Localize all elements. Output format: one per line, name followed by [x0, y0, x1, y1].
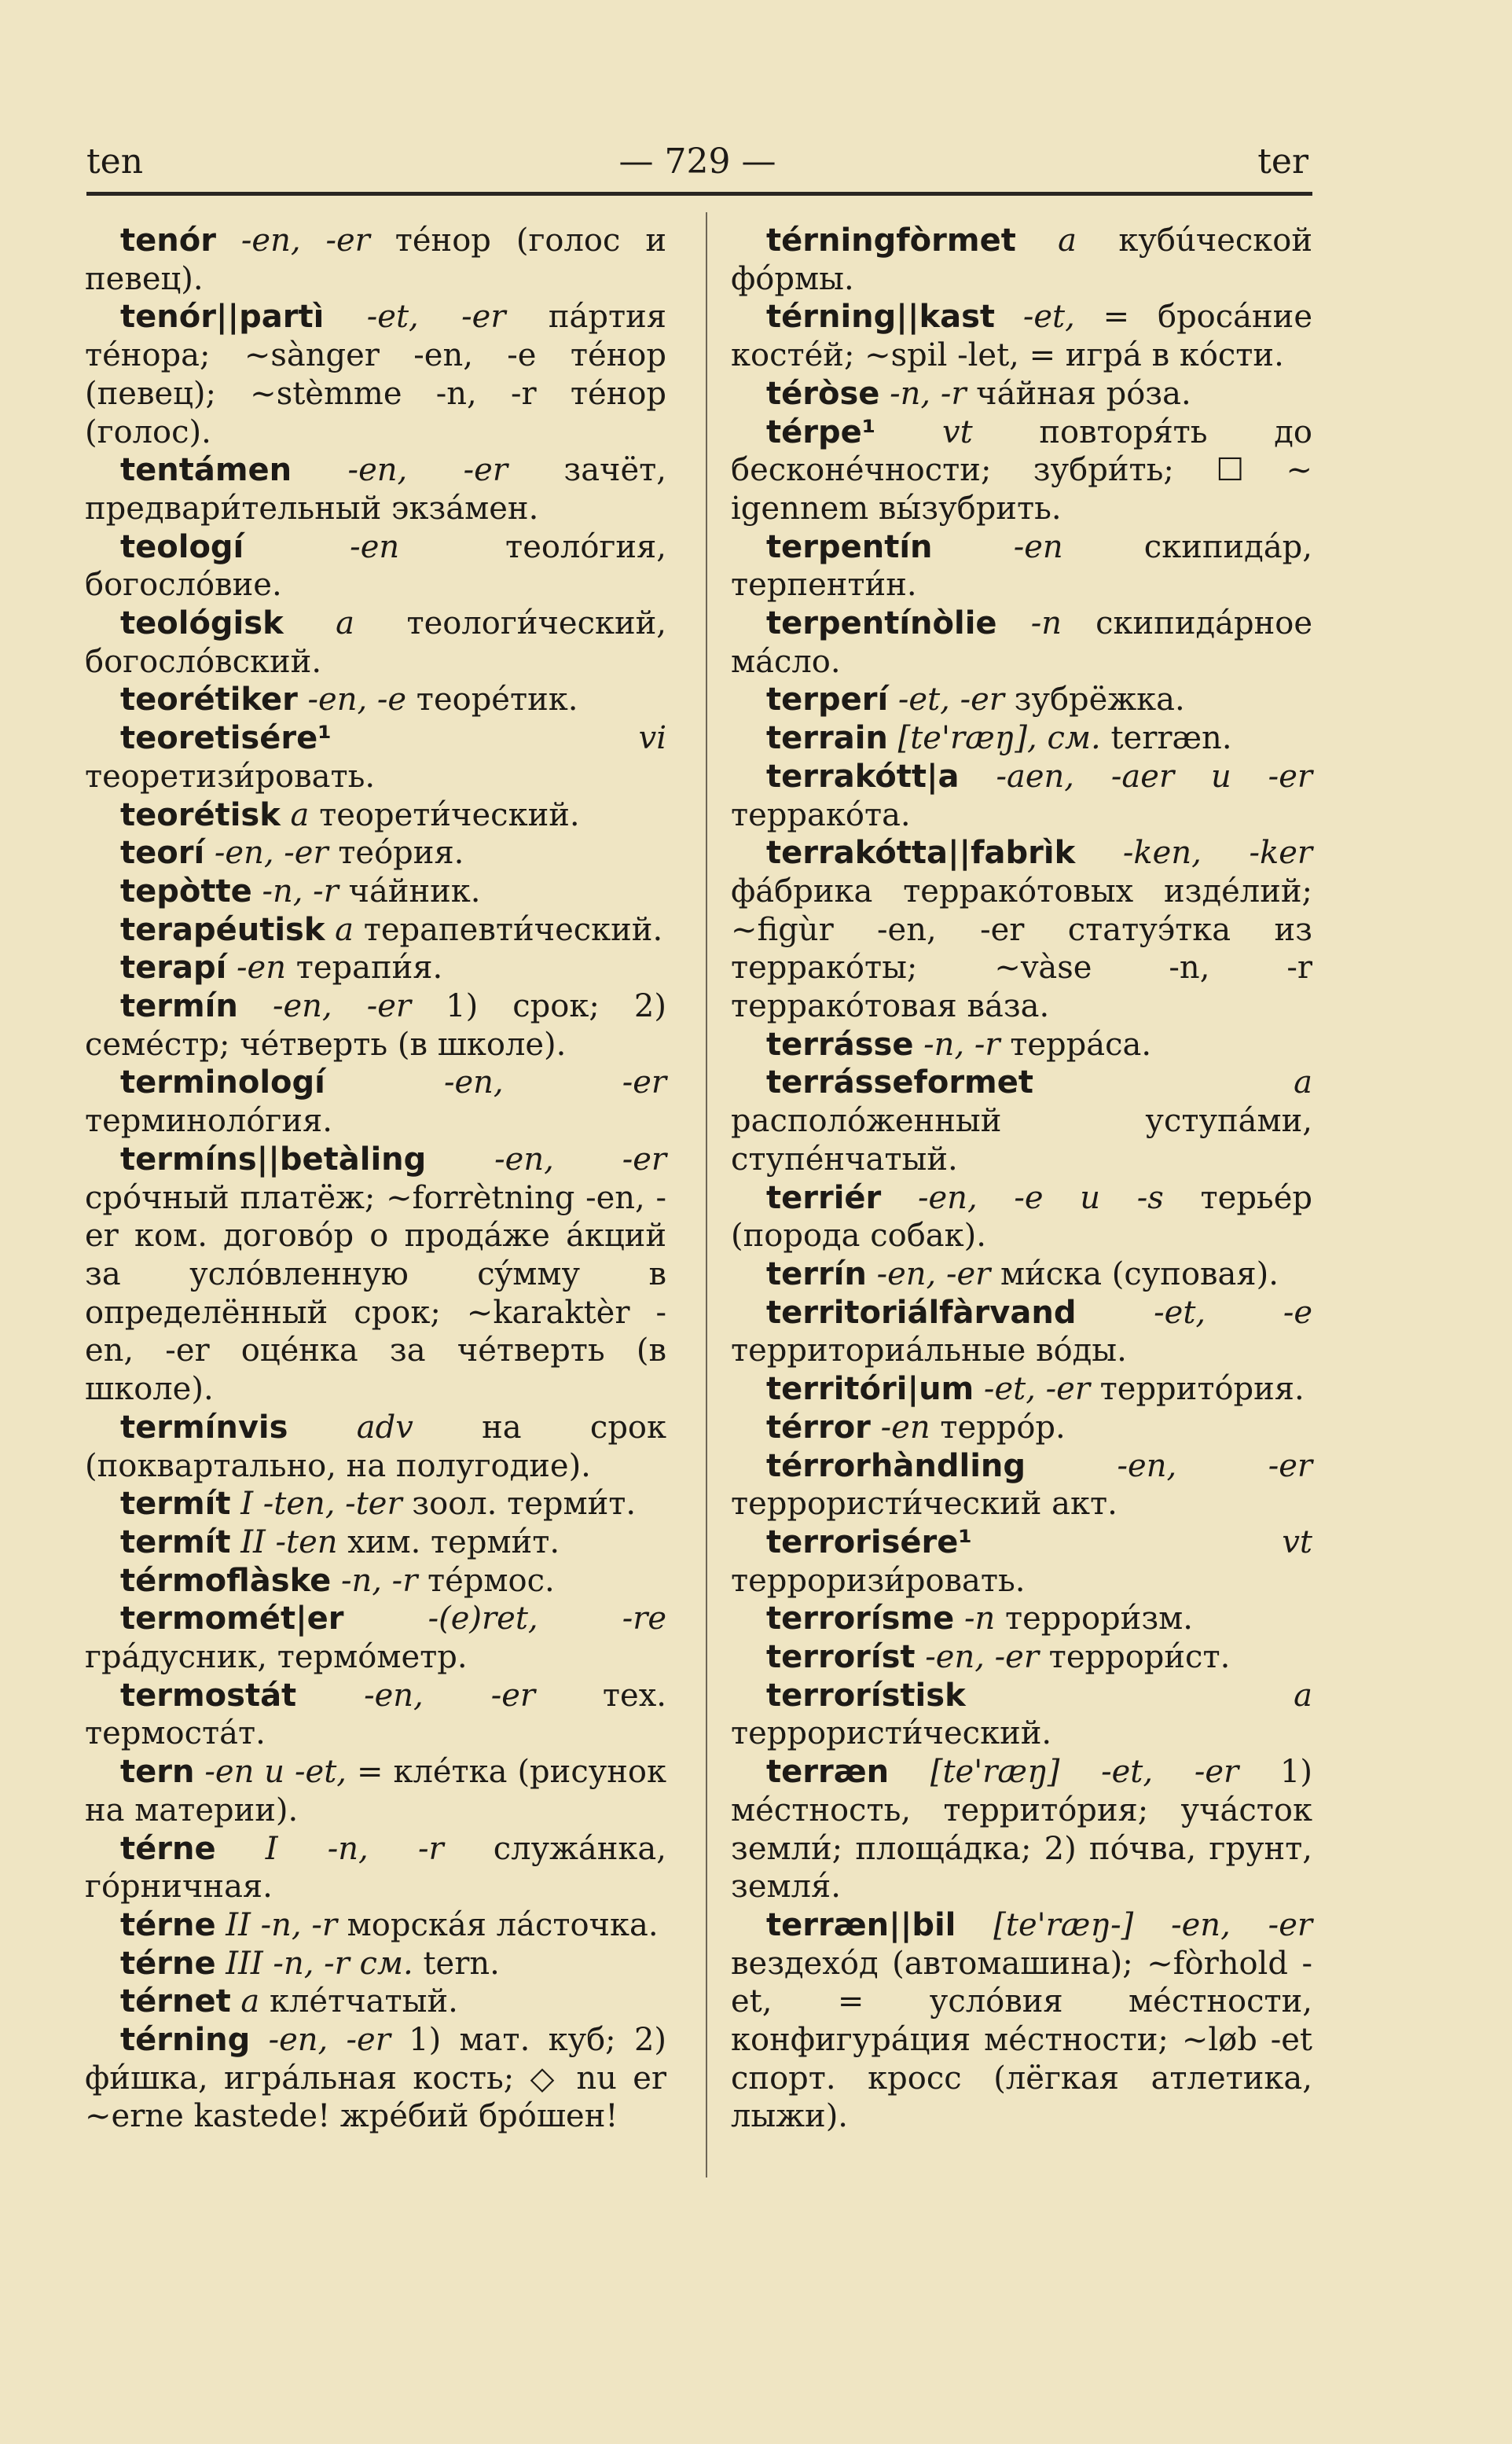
entry-grammar: -et, = [995, 299, 1130, 336]
entry-grammar: [te'ræŋ] -et, -er [889, 1754, 1239, 1791]
entry-grammar: -en, -er [1026, 1447, 1312, 1484]
entry-headword: terræn||bil [766, 1906, 956, 1943]
entry-translation: фáбрика терракóтовых издéлий; ~figùr -en, -er статуэ́тка из терракóты; ~vàse -n, -r терракóтовая вáза. [731, 873, 1312, 1025]
entry-headword: territóri|um [766, 1371, 974, 1408]
entry-translation: теóрия. [328, 835, 464, 872]
entry-headword: térmoflàske [120, 1562, 332, 1599]
entry-grammar: adv [288, 1409, 413, 1446]
dictionary-entry [731, 1600, 1312, 1638]
dictionary-entry [85, 1562, 666, 1601]
entry-headword: termít [120, 1523, 231, 1560]
right-column [731, 222, 1312, 2136]
entry-headword: terapí [120, 950, 227, 987]
entry-translation: ми́ска (суповая). [990, 1255, 1279, 1292]
dictionary-entry [85, 949, 666, 987]
entry-translation: скипидáр, терпенти́н. [731, 528, 1312, 604]
entry-translation: терминолóгия. [85, 1103, 332, 1140]
dictionary-entry [85, 1485, 666, 1523]
dictionary-entry [731, 222, 1312, 298]
entry-grammar: vt [971, 1523, 1312, 1560]
entry-headword: territoriálfàrvand [766, 1294, 1077, 1331]
dictionary-entry [85, 1523, 666, 1562]
entry-translation: на срок (поквартально, на полугодие). [85, 1409, 667, 1484]
entry-grammar: III -n, -r см. [215, 1945, 413, 1982]
entry-headword: tepòtte [120, 873, 252, 910]
entry-headword: terriér [766, 1179, 882, 1216]
entry-headword: terrain [766, 720, 888, 757]
column-divider [706, 212, 707, 2178]
dictionary-entry [731, 1255, 1312, 1294]
entry-headword: teorí [120, 835, 205, 872]
entry-translation: грáдусник, термóметр. [85, 1639, 468, 1676]
dictionary-entry [85, 1753, 666, 1829]
dictionary-entry [731, 1638, 1312, 1677]
entry-translation: terræn. [1100, 720, 1232, 757]
entry-headword: térne [120, 1830, 216, 1867]
dictionary-entry [731, 1026, 1312, 1064]
entry-translation: теорети́ческий. [309, 796, 580, 833]
entry-translation: террористи́ческий. [731, 1715, 1052, 1752]
entry-translation: клéтка (рисунок на материи). [85, 1754, 667, 1828]
entry-headword: terpentín [766, 528, 933, 565]
entry-translation: пáртия тéнора; ~sànger -en, -e тéнор (певец); ~stèmme -n, -r тéнор (голос). [85, 299, 666, 450]
entry-headword: térrorhàndling [766, 1447, 1026, 1484]
entry-grammar: -en, -er [915, 1639, 1039, 1676]
dictionary-entry [85, 1677, 666, 1753]
entry-headword: teorétiker [120, 682, 298, 718]
entry-headword: terrakótt|a [766, 758, 960, 795]
entry-headword: terrakótta||fabrìk [766, 835, 1076, 872]
dictionary-entry [731, 413, 1312, 528]
dictionary-entry [731, 375, 1312, 413]
entry-headword: termínvis [120, 1409, 288, 1446]
entry-grammar: -en, -er [426, 1141, 666, 1178]
dictionary-entry [85, 681, 666, 719]
entry-headword: terperí [766, 682, 889, 718]
entry-headword: terapéutisk [120, 911, 325, 948]
entry-headword: termomét|er [120, 1601, 344, 1637]
entry-translation: tern. [413, 1945, 500, 1982]
entry-grammar: vi [331, 720, 666, 757]
entry-translation: тех. термостáт. [85, 1677, 666, 1752]
header-guide-word-left: ten [86, 141, 144, 182]
dictionary-entry [731, 1409, 1312, 1447]
entry-translation: терапи́я. [285, 950, 443, 987]
entry-translation: 1) мат. куб; 2) фи́шка, игрáльная кость; ◇ nu er ~erne kastede! жрéбий брóшен! [85, 2022, 667, 2135]
dictionary-entry [85, 451, 666, 527]
entry-headword: terrín [766, 1255, 867, 1292]
entry-translation: терроризи́ровать. [731, 1562, 1026, 1599]
dictionary-entry [731, 605, 1312, 681]
entry-grammar: II -ten [230, 1523, 338, 1560]
dictionary-entry [85, 1409, 666, 1485]
entry-grammar: -en, -e и -s [881, 1179, 1164, 1216]
entry-headword: teoretisére¹ [120, 720, 332, 757]
entry-translation: террито́рия. [1089, 1371, 1305, 1408]
entry-grammar: -et, -e [1076, 1294, 1312, 1331]
entry-headword: termíns||betàling [120, 1141, 427, 1178]
entry-translation: теорéтик. [406, 682, 578, 718]
entry-headword: térpe¹ [766, 413, 876, 450]
entry-headword: termostát [120, 1677, 297, 1714]
entry-translation: вездехóд (автомашина); ~fòrhold -et, = услóвия мéстности, конфигурáция мéстности; ~løb -et спорт. кросс (лёгкая атлетика, лыжи). [731, 1945, 1312, 2135]
dictionary-entry [85, 1064, 666, 1140]
entry-grammar: -n, -r [251, 873, 339, 910]
entry-grammar: [te'ræŋ], см. [887, 720, 1101, 757]
entry-translation: тéнор (голос и певец). [85, 222, 666, 297]
entry-translation: террáса. [1000, 1026, 1152, 1063]
entry-translation: клéтчатый. [259, 1983, 458, 2020]
entry-translation: скипидáрное мáсло. [731, 605, 1312, 680]
entry-headword: termít [120, 1486, 231, 1523]
entry-translation: зоол. терми́т. [402, 1486, 637, 1523]
entry-translation: морскáя лáсточка. [336, 1906, 659, 1943]
entry-grammar: -n, -r [331, 1562, 418, 1599]
header-rule [86, 192, 1312, 196]
entry-grammar: -en, -e [297, 682, 407, 718]
entry-grammar: vt [875, 413, 973, 450]
dictionary-entry [85, 605, 666, 681]
dictionary-entry [85, 1906, 666, 1945]
entry-translation: повторя́ть до бесконéчности; зубри́ть; ☐ ~ igennem вы́зубрить. [731, 413, 1313, 527]
entry-grammar: a [325, 911, 354, 948]
entry-headword: térne [120, 1945, 216, 1982]
entry-grammar: -et, -er [888, 682, 1004, 718]
entry-headword: terminologí [120, 1064, 325, 1101]
entry-translation: терьéр (порода собак). [731, 1179, 1312, 1255]
entry-grammar: -en [226, 950, 286, 987]
dictionary-entry [85, 298, 666, 451]
entry-translation: бросáние костéй; ~spil -let, = игрá в кóсти. [731, 299, 1312, 374]
entry-grammar: -en [932, 528, 1063, 565]
entry-grammar: -et, -er [974, 1371, 1090, 1408]
header-guide-word-right: ter [1257, 141, 1308, 182]
entry-headword: terrásseformet [766, 1064, 1033, 1101]
entry-translation: срóчный платёж; ~forrètning -en, -er ком. договóр о продáже áкций за услóвленную сýмму в определённый срок; ~karaktèr -en, -er оцéнка за чéтверть (в школе). [85, 1179, 666, 1408]
entry-headword: terrásse [766, 1026, 914, 1063]
entry-grammar: -n [954, 1601, 996, 1637]
entry-headword: tern [120, 1754, 195, 1791]
entry-grammar: -ken, -ker [1075, 835, 1312, 872]
dictionary-entry [731, 1064, 1312, 1178]
entry-translation: хим. терми́т. [337, 1523, 560, 1560]
entry-grammar: [te'ræŋ-] -en, -er [956, 1906, 1312, 1943]
dictionary-entry [731, 758, 1312, 834]
dictionary-entry [731, 1447, 1312, 1523]
entry-translation: территориáльные вóды. [731, 1332, 1127, 1369]
entry-headword: terpentínòlie [766, 605, 997, 642]
dictionary-entry [85, 873, 666, 911]
entry-headword: terroríst [766, 1639, 916, 1676]
entry-headword: térnet [120, 1983, 231, 2020]
entry-translation: террóр. [930, 1409, 1066, 1446]
dictionary-entry [85, 1141, 666, 1409]
dictionary-entry [85, 1600, 666, 1676]
entry-headword: téròse [766, 375, 880, 412]
entry-translation: зачёт, предвари́тельный экзáмен. [85, 452, 667, 527]
entry-headword: térning||kast [766, 299, 996, 336]
entry-headword: terrorístisk [766, 1677, 966, 1714]
entry-grammar: a [965, 1677, 1312, 1714]
entry-headword: teologí [120, 528, 244, 565]
entry-headword: termín [120, 988, 238, 1025]
entry-grammar: -en, -er [866, 1255, 991, 1292]
dictionary-entry [731, 1677, 1312, 1753]
entry-grammar: -en, -er [296, 1677, 535, 1714]
entry-grammar: -en, -er [250, 2022, 391, 2059]
entry-grammar: -en, -er [204, 835, 328, 872]
entry-headword: térne [120, 1906, 216, 1943]
dictionary-entry [85, 796, 666, 835]
entry-grammar: -n, -r [913, 1026, 1000, 1063]
entry-grammar: -et, -er [324, 299, 506, 336]
entry-headword: teológisk [120, 605, 284, 642]
entry-headword: teorétisk [120, 796, 281, 833]
dictionary-entry [731, 1294, 1312, 1370]
dictionary-entry [85, 987, 666, 1064]
entry-translation: зубрёжка. [1004, 682, 1185, 718]
entry-translation: 1) срок; 2) семéстр; чéтверть (в школе). [85, 988, 666, 1063]
entry-translation: теоретизи́ровать. [85, 758, 376, 795]
entry-grammar: II -n, -r [215, 1906, 337, 1943]
entry-headword: térning [120, 2022, 251, 2059]
entry-headword: térningfòrmet [766, 222, 1016, 259]
entry-translation: теологи́ческий, богослóвский. [85, 605, 667, 680]
page-header [86, 141, 1308, 189]
page-number: — 729 — [618, 141, 776, 182]
dictionary-entry [731, 1370, 1312, 1409]
entry-translation: чáйная рóза. [966, 375, 1191, 412]
dictionary-entry [85, 834, 666, 873]
entry-headword: tentámen [120, 452, 292, 489]
dictionary-entry [731, 1523, 1312, 1600]
entry-headword: térror [766, 1409, 871, 1446]
entry-headword: tenór||partì [120, 299, 325, 336]
entry-translation: террористи́ческий акт. [731, 1486, 1117, 1523]
dictionary-entry [85, 528, 666, 605]
dictionary-entry [731, 719, 1312, 758]
entry-grammar: -n [996, 605, 1062, 642]
dictionary-entry [731, 1753, 1312, 1906]
entry-grammar: I -ten, -ter [230, 1486, 402, 1523]
dictionary-entry [731, 1906, 1312, 2136]
entry-grammar: -(e)ret, -re [343, 1601, 666, 1637]
entry-grammar: -en, -er [215, 222, 370, 259]
entry-headword: tenór [120, 222, 216, 259]
entry-translation: кубúческой фóрмы. [731, 222, 1313, 297]
dictionary-entry [731, 1179, 1312, 1255]
entry-grammar: -en [870, 1409, 930, 1446]
entry-grammar: -aen, -aer и -er [959, 758, 1312, 795]
entry-grammar: a [230, 1983, 260, 2020]
entry-headword: terrorisére¹ [766, 1523, 972, 1560]
entry-translation: 1) мéстность, террито́рия; учáсток земли́; площáдка; 2) пóчва, грунт, земля́. [731, 1754, 1312, 1906]
dictionary-entry [85, 222, 666, 298]
entry-translation: террори́ст. [1038, 1639, 1231, 1676]
dictionary-entry [85, 719, 666, 796]
entry-grammar: -en, -er [325, 1064, 666, 1101]
entry-headword: terrorísme [766, 1601, 955, 1637]
entry-translation: террори́зм. [995, 1601, 1193, 1637]
dictionary-entry [731, 681, 1312, 719]
dictionary-entry [731, 528, 1312, 605]
entry-translation: терракóта. [731, 796, 911, 833]
dictionary-entry [85, 2021, 666, 2136]
entry-translation: теолóгия, богослóвие. [85, 528, 666, 604]
dictionary-entry [731, 298, 1312, 374]
entry-translation: располóженный уступáми, ступéнчатый. [731, 1103, 1312, 1178]
dictionary-entry [85, 1830, 666, 1906]
entry-grammar: -en, -er [237, 988, 412, 1025]
dictionary-entry [731, 834, 1312, 1026]
entry-grammar: -en [244, 528, 400, 565]
entry-grammar: a [283, 605, 354, 642]
dictionary-entry [85, 1983, 666, 2021]
entry-grammar: a [1015, 222, 1077, 259]
dictionary-entry [85, 1945, 666, 1983]
entry-grammar: I -n, -r [215, 1830, 444, 1867]
entry-grammar: -n, -r [879, 375, 967, 412]
entry-headword: terræn [766, 1754, 890, 1791]
left-column [85, 222, 666, 2136]
entry-grammar: -en и -et, = [194, 1754, 384, 1791]
entry-grammar: a [1033, 1064, 1312, 1101]
entry-grammar: -en, -er [292, 452, 508, 489]
entry-translation: чáйник. [338, 873, 481, 910]
entry-translation: тéрмос. [417, 1562, 555, 1599]
dictionary-entry [85, 911, 666, 950]
entry-grammar: a [280, 796, 310, 833]
entry-translation: служáнка, гóрничная. [85, 1830, 666, 1906]
entry-translation: терапевти́ческий. [354, 911, 663, 948]
